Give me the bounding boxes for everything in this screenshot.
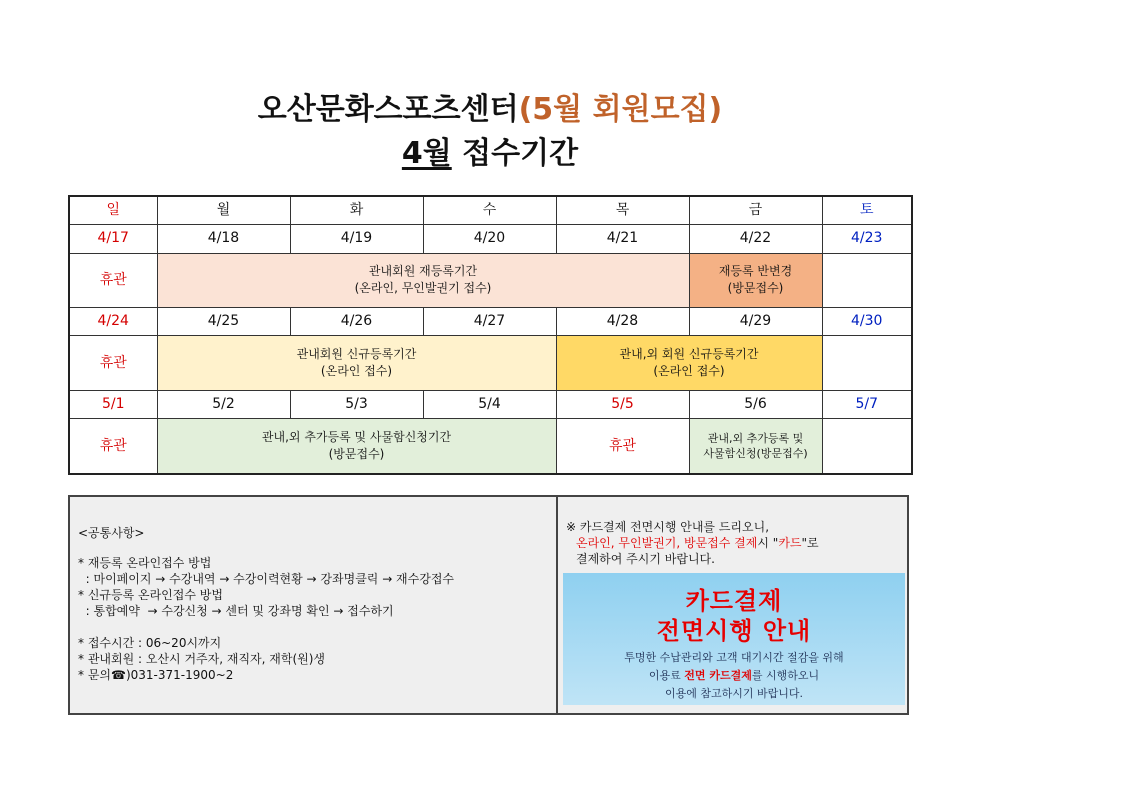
date-cell: 5/7 (822, 390, 912, 418)
note-line: : 통합예약 → 수강신청 → 센터 및 강좌명 확인 → 접수하기 (78, 604, 394, 618)
note-line: * 접수시간 : 06~20시까지 (78, 636, 222, 650)
banner-title-2: 전면시행 안내 (656, 617, 812, 645)
event-title: 관내,외 추가등록 및 사물함신청기간 (261, 430, 452, 445)
title-main: 오산문화스포츠센터 (257, 92, 519, 127)
page-subtitle (0, 128, 980, 172)
subtitle-month: 4월 (401, 136, 452, 171)
week1-events-row (69, 253, 912, 308)
note-line: * 관내회원 : 오산시 거주자, 재직자, 재학(원)생 (78, 652, 325, 666)
date-cell: 4/23 (822, 225, 912, 253)
day-fri: 금 (689, 196, 822, 225)
note-line: : 마이페이지 → 수강내역 → 수강이력현황 → 강좌명클릭 → 재수강접수 (78, 572, 455, 586)
closed-label: 휴관 (69, 253, 157, 308)
banner-line-3: 이용에 참고하시기 바랍니다. (664, 687, 803, 700)
registration-calendar (68, 195, 913, 475)
event-detail: (방문접수) (727, 281, 784, 296)
date-cell: 5/5 (556, 390, 689, 418)
event-additional-registration (157, 419, 556, 474)
date-cell: 5/3 (290, 390, 423, 418)
day-mon: 월 (157, 196, 290, 225)
banner-line-2a: 이용료 (648, 669, 685, 682)
notice-box (68, 495, 909, 715)
day-tue: 화 (290, 196, 423, 225)
date-cell: 4/30 (822, 308, 912, 336)
week3-events-row (69, 419, 912, 474)
date-cell: 4/17 (69, 225, 157, 253)
empty-cell (822, 253, 912, 308)
closed-label: 휴관 (69, 419, 157, 474)
subtitle-rest: 접수기간 (451, 136, 579, 171)
common-notes (78, 525, 454, 683)
date-cell: 4/29 (689, 308, 822, 336)
event-detail: (온라인 접수) (653, 364, 725, 379)
event-title: 관내회원 신규등록기간 (296, 347, 417, 362)
date-cell: 5/2 (157, 390, 290, 418)
empty-cell (822, 419, 912, 474)
card-notice-methods: 온라인, 무인발권기, 방문접수 결제 (576, 536, 758, 550)
event-detail: 사물함신청(방문접수) (703, 447, 808, 461)
closed-label: 휴관 (556, 419, 689, 474)
note-line: * 재등록 온라인접수 방법 (78, 556, 212, 570)
week2-dates-row (69, 308, 912, 336)
date-cell: 5/6 (689, 390, 822, 418)
card-notice-end: "로 (801, 536, 819, 550)
event-detail: (온라인, 무인발권기 접수) (354, 281, 492, 296)
week1-dates-row (69, 225, 912, 253)
event-detail: (방문접수) (328, 447, 385, 462)
date-cell: 4/28 (556, 308, 689, 336)
note-line: * 신규등록 온라인접수 방법 (78, 588, 223, 602)
week2-events-row (69, 336, 912, 391)
date-cell: 4/20 (423, 225, 556, 253)
date-cell: 4/26 (290, 308, 423, 336)
day-wed: 수 (423, 196, 556, 225)
banner-line-2-highlight: 전면 카드결제 (684, 669, 752, 682)
banner-line-2 (563, 667, 905, 683)
title-recruit: (5월 회원모집) (518, 92, 723, 127)
date-cell: 4/27 (423, 308, 556, 336)
date-cell: 4/19 (290, 225, 423, 253)
card-payment-notice (566, 519, 819, 567)
event-class-change (689, 253, 822, 308)
event-title: 관내회원 재등록기간 (368, 264, 478, 279)
card-notice-line2 (566, 535, 819, 551)
note-line: * 문의☎)031-371-1900~2 (78, 668, 234, 682)
banner-line-1: 투명한 수납관리와 고객 대기시간 절감을 위해 (624, 651, 844, 664)
note-spacer (78, 619, 454, 635)
event-title: 관내,외 회원 신규등록기간 (619, 347, 759, 362)
card-notice-line1: ※ 카드결제 전면시행 안내를 드리오니, (566, 520, 770, 534)
date-cell: 5/1 (69, 390, 157, 418)
date-cell: 4/18 (157, 225, 290, 253)
date-cell: 4/21 (556, 225, 689, 253)
event-detail: (온라인 접수) (320, 364, 393, 379)
date-cell: 5/4 (423, 390, 556, 418)
banner-title-1: 카드결제 (685, 587, 783, 615)
day-sat: 토 (822, 196, 912, 225)
day-thu: 목 (556, 196, 689, 225)
event-new-registration-all (556, 336, 822, 391)
date-cell: 4/25 (157, 308, 290, 336)
event-new-registration-resident (157, 336, 556, 391)
event-additional-registration-2 (689, 419, 822, 474)
week3-dates-row (69, 390, 912, 418)
common-heading: <공통사항> (78, 526, 145, 540)
event-title: 재등록 반변경 (718, 264, 793, 279)
closed-label: 휴관 (69, 336, 157, 391)
event-re-registration (157, 253, 689, 308)
card-payment-banner (563, 573, 905, 705)
day-sun: 일 (69, 196, 157, 225)
card-notice-mid: 시 " (757, 536, 779, 550)
empty-cell (822, 336, 912, 391)
page-title (0, 84, 980, 128)
card-notice-line3: 결제하여 주시기 바랍니다. (576, 552, 715, 566)
event-title: 관내,외 추가등록 및 (707, 432, 804, 446)
banner-line-2b: 를 시행하오니 (751, 669, 820, 682)
notice-divider (556, 497, 558, 713)
card-notice-card: 카드 (778, 536, 802, 550)
weekday-header-row (69, 196, 912, 225)
date-cell: 4/24 (69, 308, 157, 336)
date-cell: 4/22 (689, 225, 822, 253)
